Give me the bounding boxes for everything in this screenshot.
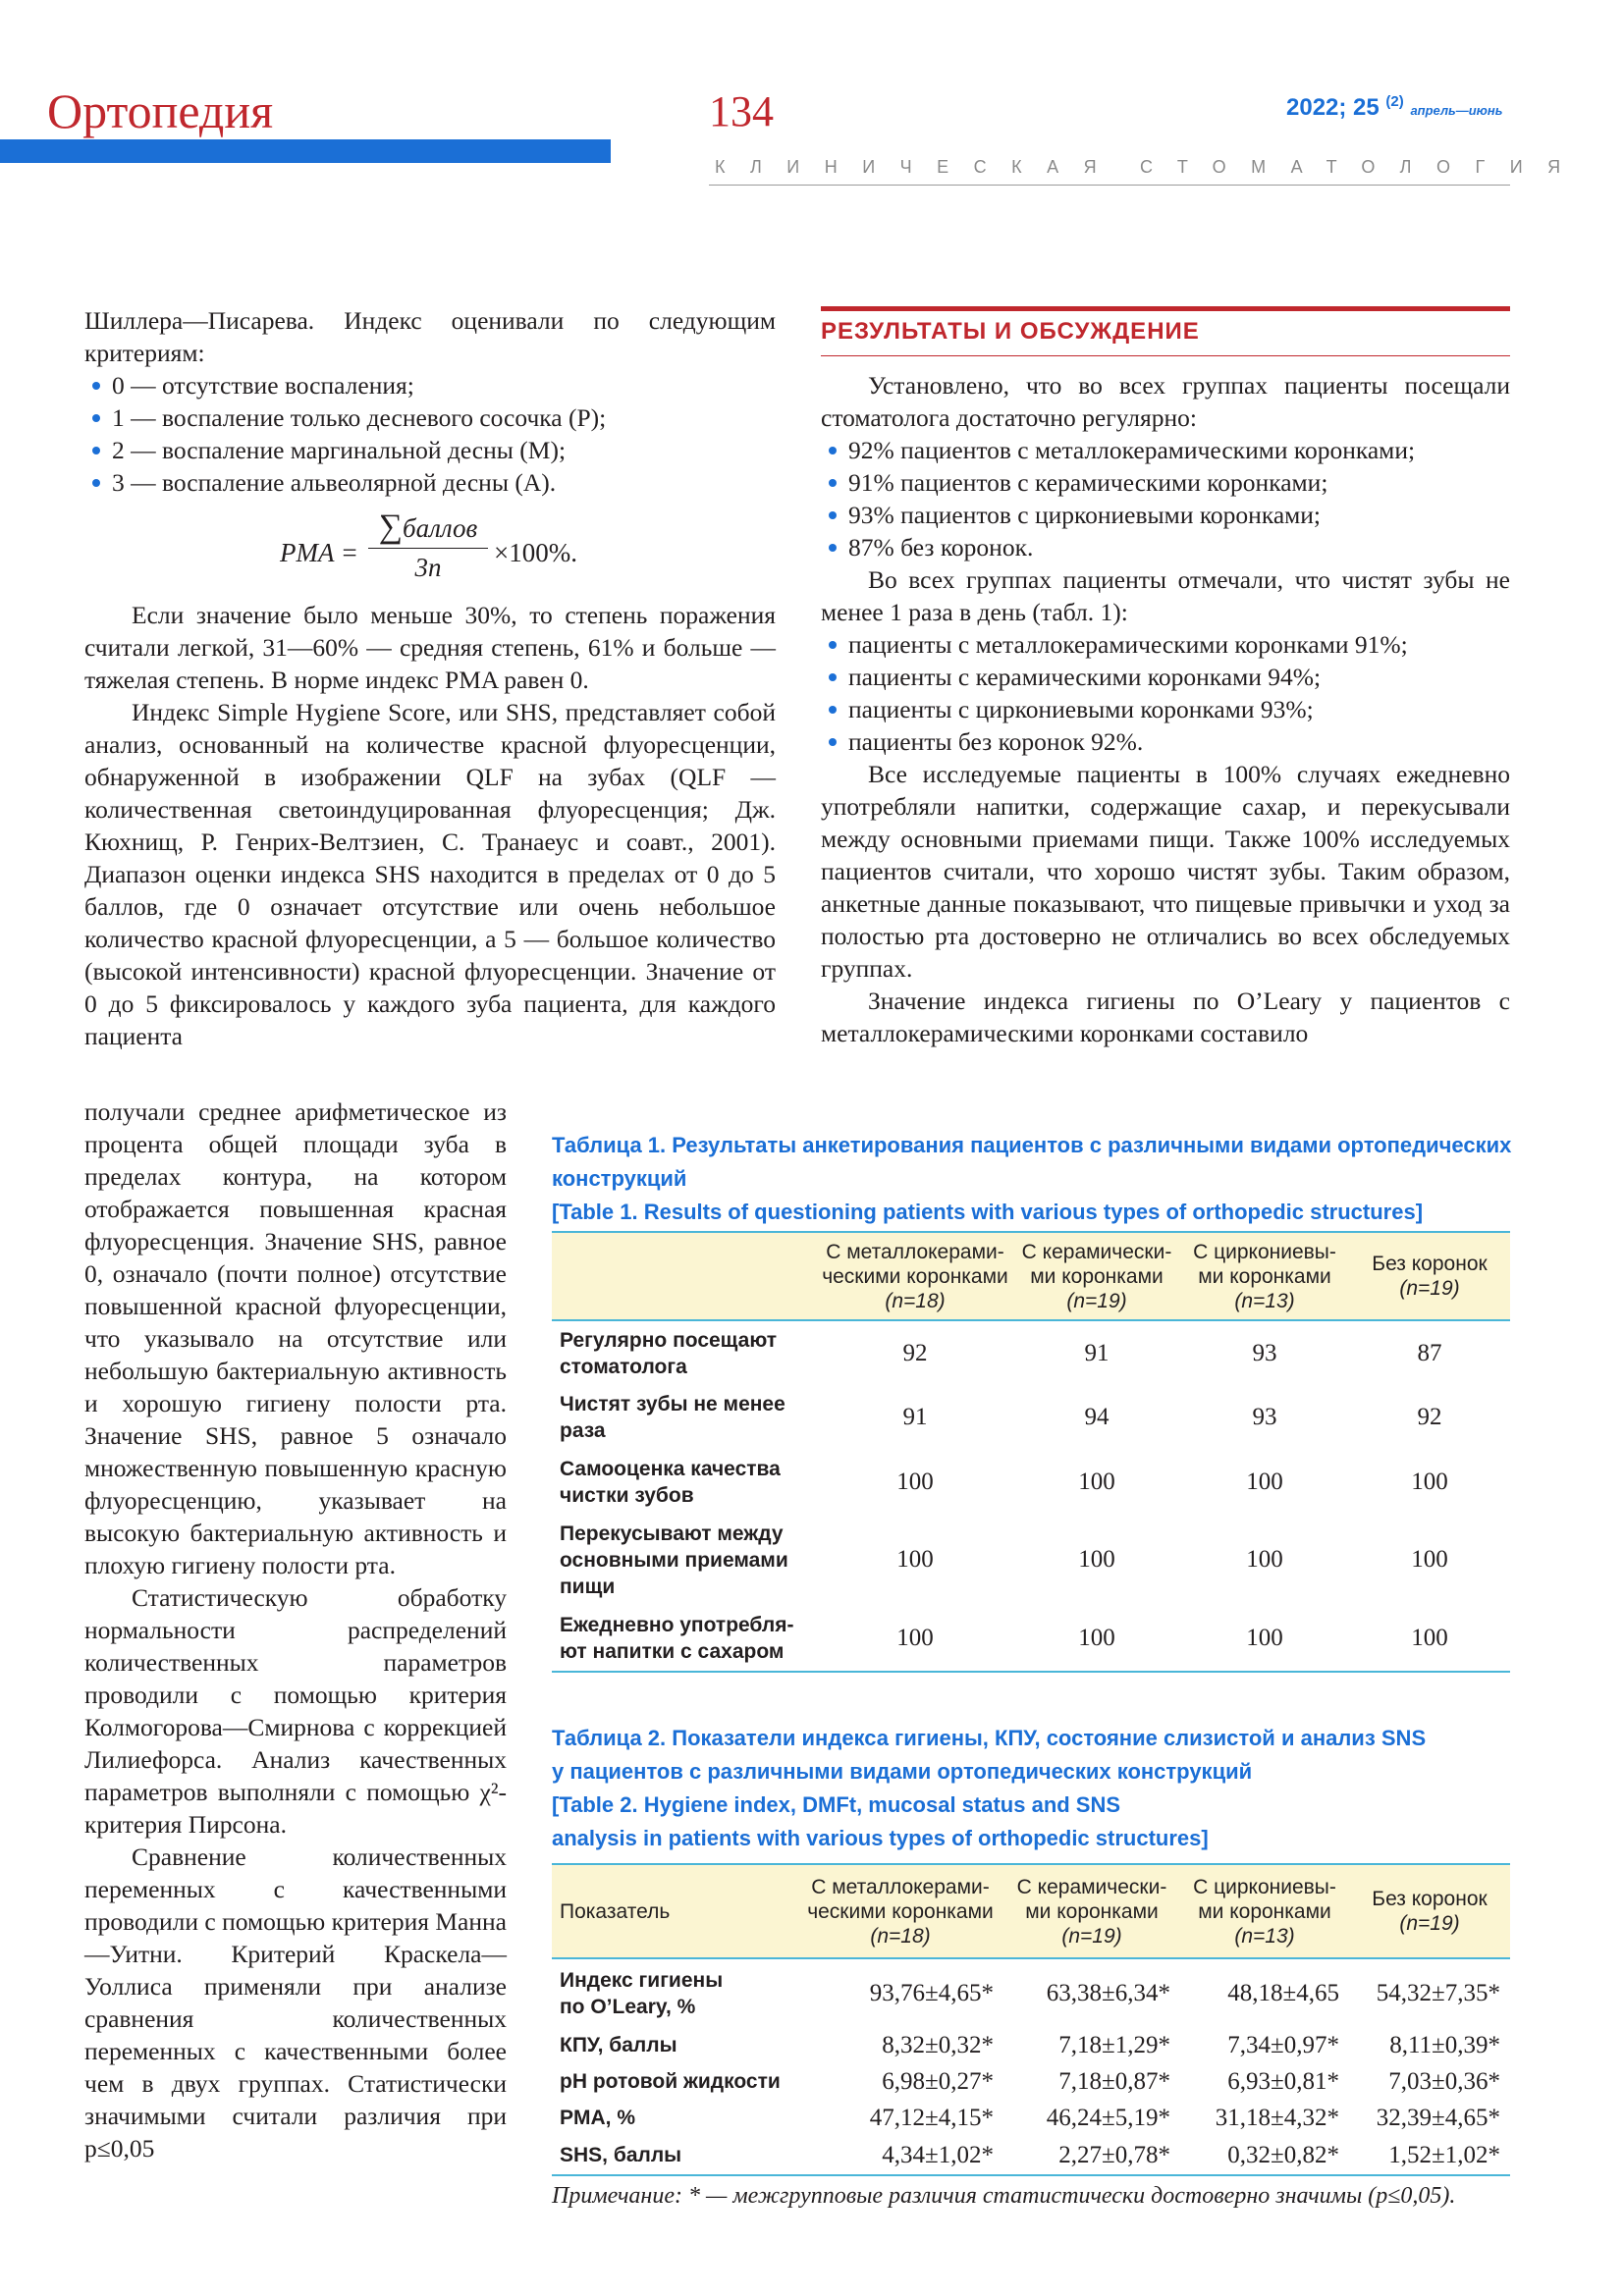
table-header-row — [552, 1864, 1510, 1958]
paragraph: Шиллера—Писарева. Индекс оценивали по следующим критериям: — [84, 306, 776, 367]
table-cell: 100 — [1411, 1546, 1448, 1573]
list-item: пациенты с циркониевыми коронками 93%; — [821, 693, 1510, 725]
table-cell: 100 — [1078, 1468, 1115, 1495]
table-cell: 100 — [1078, 1624, 1115, 1651]
table-cell: 48,18±4,65 — [1227, 1979, 1339, 2006]
row-label: PMA, % — [560, 2107, 636, 2129]
table1-caption-ru: Таблица 1. Результаты анкетирования пациентов с различными видами ортопедических конструкций — [552, 1133, 1512, 1191]
table2-caption-en-line: analysis in patients with various types of orthopedic structures] — [552, 1826, 1209, 1850]
row-label: Самооценка качества чистки зубов — [560, 1458, 781, 1507]
row-header: Показатель — [560, 1899, 671, 1923]
header-rule — [709, 185, 1510, 186]
table-header-row — [552, 1232, 1510, 1320]
table-cell: 100 — [896, 1546, 934, 1573]
table-cell: 100 — [896, 1468, 934, 1495]
formula-rhs: ×100%. — [494, 538, 577, 567]
left-column-top — [84, 304, 776, 499]
list-item: 91% пациентов с керамическими коронками; — [821, 466, 1510, 499]
table-cell: 2,27±0,78* — [1058, 2141, 1170, 2168]
table-cell: 7,34±0,97* — [1227, 2031, 1339, 2058]
journal-name-left: КЛИНИЧЕСКАЯ — [715, 157, 1122, 177]
column-header: С металлокерами- ческими коронками (n=18) — [807, 1875, 994, 1948]
list-item: пациенты с металлокерамическими коронками 91%; — [821, 628, 1510, 661]
row-label: SHS, баллы — [560, 2144, 682, 2166]
table-cell: 100 — [1246, 1468, 1283, 1495]
table-cell: 32,39±4,65* — [1376, 2104, 1500, 2131]
formula-lhs: PMA = — [280, 538, 358, 567]
table-row — [552, 1320, 1510, 1385]
table1 — [552, 1231, 1510, 1673]
formula-numerator-text: баллов — [403, 513, 478, 543]
paragraph: Значение индекса гигиены по O’Leary у пациентов с металлокерамическими коронками составило — [821, 987, 1510, 1047]
paragraph: Во всех группах пациенты отмечали, что чистят зубы не менее 1 раза в день (табл. 1): — [821, 565, 1510, 626]
paragraph: Индекс Simple Hygiene Score, или SHS, представляет собой анализ, основанный на количестве красной флуоресценции, обнаруженной в изображении QLF на зубах (QLF — количественная светоиндуцированная флуоресценция; Дж. Кюхнищ, Р. Генрих-Велтзиен, С. Транаеус и соавт., 2001). Диапазон оценки индекса SHS находится в пределах от 0 до 5 баллов, где 0 означает отсутствие или очень небольшое количество красной флуоресценции, а 5 — большое количество (высокой интенсивности) красной флуоресценции. Значение от 0 до 5 фиксировалось у каждого зуба пациента, для каждого пациента — [84, 698, 776, 1050]
table-row — [552, 1958, 1510, 2027]
table-row — [552, 1515, 1510, 1605]
left-column-middle — [84, 599, 776, 1052]
row-label: pH ротовой жидкости — [560, 2070, 781, 2093]
table-cell: 91 — [902, 1404, 928, 1430]
column-header: С керамически- ми коронками (n=19) — [1021, 1240, 1172, 1312]
table2-caption-en-line: [Table 2. Hygiene index, DMFt, mucosal status and SNS — [552, 1792, 1121, 1817]
formula-fraction — [368, 508, 488, 583]
table-cell: 63,38±6,34* — [1046, 1979, 1170, 2006]
paragraph: Все исследуемые пациенты в 100% случаях ежедневно употребляли напитки, содержащие сахар, и перекусывали между основными приемами пищи. Также 100% исследуемых пациентов считали, что хорошо чистят зубы. Таким образом, анкетные данные показывают, что пищевые привычки и уход за полостью рта достоверно не отличались во всех обследуемых группах. — [821, 760, 1510, 983]
sigma-symbol: ∑ — [378, 508, 404, 545]
paragraph: Сравнение количественных переменных с качественными проводили с помощью критерия Манна—Уитни. Критерий Краскела—Уоллиса применяли при анализе сравнения количественных переменных с качественными более чем в двух группах. Статистически значимыми считали различия при p≤0,05 — [84, 1842, 507, 2163]
results-heading-rule — [821, 355, 1510, 356]
column-header: С керамически- ми коронками (n=19) — [1016, 1875, 1167, 1948]
table-cell: 8,11±0,39* — [1389, 2031, 1500, 2058]
table-cell: 7,03±0,36* — [1388, 2067, 1500, 2095]
table1-caption — [552, 1129, 1514, 1229]
criteria-list — [84, 369, 776, 499]
issue-months: апрель—июнь — [1410, 103, 1503, 118]
column-header: Без коронок (n=19) — [1372, 1253, 1488, 1300]
paragraph: получали среднее арифметическое из процента общей площади зуба в пределах контура, на котором отображается повышенная красная флуоресценция. Значение SHS, равное 0, означало (почти полное) отсутствие повышенной красной флуоресценции, что указывало на отсутствие или небольшую бактериальную активность и хорошую гигиену полости рта. Значение SHS, равное 5 означало множественную повышенную красную флуоресценцию, указывает на высокую бактериальную активность и плохую гигиену полости рта. — [84, 1097, 507, 1579]
page-number: 134 — [709, 87, 774, 135]
column-header: С циркониевы- ми коронками (n=13) — [1193, 1875, 1336, 1948]
column-header: С металлокерами- ческими коронками (n=18) — [822, 1240, 1008, 1312]
table2-caption-ru-line: Таблица 2. Показатели индекса гигиены, КПУ, состояние слизистой и анализ SNS — [552, 1726, 1427, 1750]
table-row — [552, 1385, 1510, 1450]
table2-caption-ru-line: у пациентов с различными видами ортопедических конструкций — [552, 1759, 1253, 1784]
table2-note: Примечание: * — межгрупповые различия статистически достоверно значимы (p≤0,05). — [552, 2183, 1456, 2209]
table-cell: 93 — [1252, 1339, 1277, 1366]
list-item: пациенты с керамическими коронками 94%; — [821, 661, 1510, 693]
formula-denominator: 3n — [414, 553, 442, 582]
table-cell: 7,18±1,29* — [1058, 2031, 1170, 2058]
paragraph: Установлено, что во всех группах пациенты посещали стоматолога достаточно регулярно: — [821, 371, 1510, 432]
table-cell: 6,98±0,27* — [882, 2067, 994, 2095]
list-item: пациенты без коронок 92%. — [821, 725, 1510, 758]
table-cell: 31,18±4,32* — [1215, 2104, 1339, 2131]
row-label: КПУ, баллы — [560, 2034, 677, 2056]
table-row — [552, 1605, 1510, 1672]
left-column-narrow — [84, 1095, 507, 2164]
visit-list — [821, 434, 1510, 563]
table-cell: 100 — [1246, 1546, 1283, 1573]
table-cell: 100 — [1411, 1468, 1448, 1495]
table-cell: 100 — [1411, 1624, 1448, 1651]
table-cell: 47,12±4,15* — [869, 2104, 994, 2131]
pma-formula — [280, 508, 614, 597]
table-cell: 87 — [1417, 1339, 1442, 1366]
table-row — [552, 1450, 1510, 1515]
table2-caption — [552, 1722, 1514, 1855]
table-cell: 1,52±1,02* — [1388, 2141, 1500, 2168]
right-column — [821, 369, 1510, 1049]
table-cell: 0,32±0,82* — [1227, 2141, 1339, 2168]
row-label: Регулярно посещают стоматолога — [560, 1328, 778, 1378]
list-item: 2 — воспаление маргинальной десны (M); — [84, 434, 776, 466]
section-title: Ортопедия — [47, 83, 274, 138]
issue-number: (2) — [1385, 93, 1404, 110]
row-header-cell — [552, 1232, 817, 1320]
table2 — [552, 1863, 1510, 2176]
column-header: Без коронок (n=19) — [1372, 1888, 1488, 1935]
table-cell: 6,93±0,81* — [1227, 2067, 1339, 2095]
table-cell: 46,24±5,19* — [1046, 2104, 1170, 2131]
list-item: 0 — отсутствие воспаления; — [84, 369, 776, 401]
list-item: 92% пациентов с металлокерамическими коронками; — [821, 434, 1510, 466]
table-row — [552, 2100, 1510, 2136]
list-item: 3 — воспаление альвеолярной десны (A). — [84, 466, 776, 499]
table-row — [552, 2136, 1510, 2175]
formula-numerator — [368, 508, 488, 549]
journal-name-right: СТОМАТОЛОГИЯ — [1140, 157, 1586, 177]
table-cell: 4,34±1,02* — [882, 2141, 994, 2168]
table-cell: 92 — [1417, 1404, 1442, 1430]
table-cell: 100 — [1246, 1624, 1283, 1651]
paragraph: Статистическую обработку нормальности распределений количественных параметров проводили с помощью критерия Колмогорова—Смирнова с коррекцией Лилиефорса. Анализ качественных параметров выполняли с помощью χ²-критерия Пирсона. — [84, 1583, 507, 1839]
column-header: С циркониевы- ми коронками (n=13) — [1193, 1240, 1336, 1312]
table-cell: 8,32±0,32* — [882, 2031, 994, 2058]
table-cell: 93,76±4,65* — [869, 1979, 994, 2006]
brushing-list — [821, 628, 1510, 758]
section-color-bar — [0, 139, 611, 163]
table1-caption-en: [Table 1. Results of questioning patients with various types of orthopedic structures] — [552, 1200, 1424, 1224]
table-cell: 92 — [902, 1339, 928, 1366]
results-heading: РЕЗУЛЬТАТЫ И ОБСУЖДЕНИЕ — [821, 318, 1200, 345]
table-cell: 54,32±7,35* — [1376, 1979, 1500, 2006]
table-cell: 91 — [1084, 1339, 1110, 1366]
row-label: Перекусывают между основными приемами пищи — [560, 1522, 788, 1598]
issue-year-volume: 2022; 25 — [1286, 94, 1380, 121]
list-item: 93% пациентов с циркониевыми коронками; — [821, 499, 1510, 531]
table-row — [552, 2063, 1510, 2100]
table-cell: 93 — [1252, 1404, 1277, 1430]
list-item: 1 — воспаление только десневого сосочка (P); — [84, 401, 776, 434]
row-label: Индекс гигиены по O’Leary, % — [560, 1968, 724, 2018]
table-cell: 100 — [896, 1624, 934, 1651]
table-cell: 100 — [1078, 1546, 1115, 1573]
table-row — [552, 2027, 1510, 2063]
row-label: Ежедневно употребля- ют напитки с сахаром — [560, 1613, 794, 1663]
table-cell: 7,18±0,87* — [1058, 2067, 1170, 2095]
list-item: 87% без коронок. — [821, 531, 1510, 563]
row-label: Чистят зубы не менее раза — [560, 1393, 785, 1442]
table-cell: 94 — [1084, 1404, 1110, 1430]
results-heading-bar — [821, 306, 1510, 311]
issue-info — [1286, 93, 1503, 122]
paragraph: Если значение было меньше 30%, то степень поражения считали легкой, 31—60% — средняя степень, 61% и больше — тяжелая степень. В норме индекс PMA равен 0. — [84, 601, 776, 694]
